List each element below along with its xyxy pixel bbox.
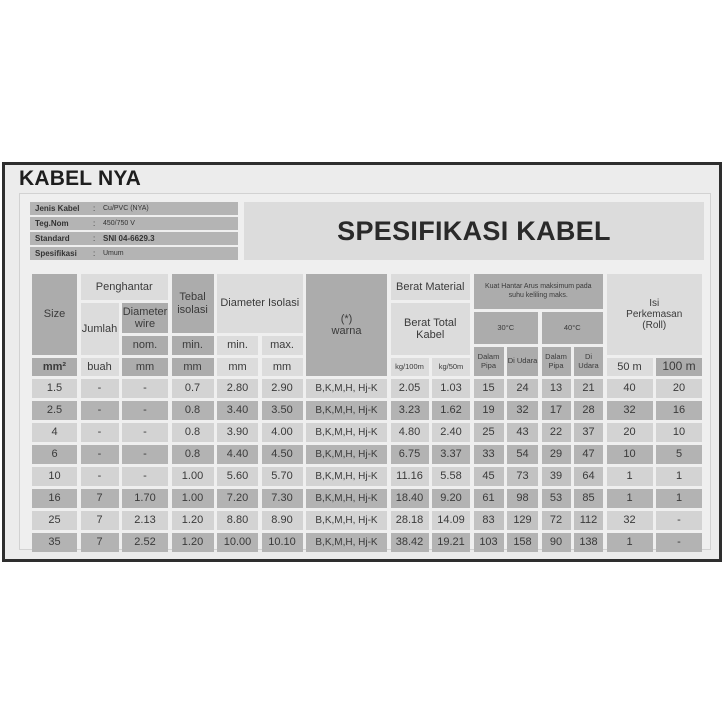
cell-30c-dalam-pipa: 19 <box>474 401 504 420</box>
header-di-min: min. <box>217 336 258 355</box>
cell-jumlah: 7 <box>81 511 119 530</box>
cell-berat-kg50: 5.58 <box>432 467 470 486</box>
cell-berat-kg100: 2.05 <box>391 379 429 398</box>
header-40c: 40°C <box>542 312 604 344</box>
cell-roll-100m: 10 <box>656 423 702 442</box>
cell-berat-kg50: 2.40 <box>432 423 470 442</box>
header-30c-di-udara: Di Udara <box>507 347 538 376</box>
cell-30c-dalam-pipa: 33 <box>474 445 504 464</box>
cell-diameter-max: 5.70 <box>262 467 303 486</box>
cell-30c-di-udara: 158 <box>507 533 538 552</box>
cell-warna: B,K,M,H, Hj-K <box>306 423 387 442</box>
info-colon: : <box>93 203 96 213</box>
cell-30c-dalam-pipa: 103 <box>474 533 504 552</box>
unit-50m: 50 m <box>607 358 653 376</box>
cell-diameter-min: 3.90 <box>217 423 258 442</box>
cell-berat-kg100: 11.16 <box>391 467 429 486</box>
cell-diameter-wire: 2.52 <box>122 533 168 552</box>
header-40c-di-udara: Di Udara <box>574 347 603 376</box>
cell-jumlah: 7 <box>81 533 119 552</box>
cell-jumlah: - <box>81 445 119 464</box>
cell-tebal-isolasi: 0.8 <box>172 423 214 442</box>
cell-berat-kg100: 38.42 <box>391 533 429 552</box>
cell-berat-kg50: 1.03 <box>432 379 470 398</box>
cell-40c-di-udara: 21 <box>574 379 603 398</box>
cell-warna: B,K,M,H, Hj-K <box>306 467 387 486</box>
info-colon: : <box>93 233 96 243</box>
info-label: Jenis Kabel <box>35 203 80 213</box>
info-row-jenis-kabel <box>30 202 238 215</box>
cell-size: 35 <box>32 533 77 552</box>
cell-roll-100m: 20 <box>656 379 702 398</box>
cell-jumlah: - <box>81 379 119 398</box>
header-di-max: max. <box>262 336 303 355</box>
cell-30c-dalam-pipa: 25 <box>474 423 504 442</box>
brand-title: KABEL NYA <box>19 167 141 190</box>
cell-30c-dalam-pipa: 15 <box>474 379 504 398</box>
cell-diameter-wire: 2.13 <box>122 511 168 530</box>
cell-berat-kg50: 1.62 <box>432 401 470 420</box>
cell-berat-kg100: 28.18 <box>391 511 429 530</box>
info-row-standard <box>30 232 238 245</box>
cell-roll-50m: 10 <box>607 445 653 464</box>
info-value: SNI 04-6629.3 <box>103 233 155 243</box>
cell-tebal-isolasi: 0.7 <box>172 379 214 398</box>
header-30c-dalam-pipa: Dalam Pipa <box>474 347 504 376</box>
cell-40c-dalam-pipa: 72 <box>542 511 571 530</box>
cell-size: 25 <box>32 511 77 530</box>
unit-kg100: kg/100m <box>391 358 429 376</box>
cell-30c-dalam-pipa: 61 <box>474 489 504 508</box>
info-value: 450/750 V <box>103 219 135 227</box>
cell-warna: B,K,M,H, Hj-K <box>306 511 387 530</box>
cell-roll-100m: 5 <box>656 445 702 464</box>
header-diameter-wire: Diameter wire <box>122 303 168 333</box>
header-30c: 30°C <box>474 312 539 344</box>
cell-diameter-min: 4.40 <box>217 445 258 464</box>
cell-berat-kg50: 14.09 <box>432 511 470 530</box>
cell-40c-dalam-pipa: 90 <box>542 533 571 552</box>
info-label: Standard <box>35 233 70 243</box>
cell-roll-100m: 16 <box>656 401 702 420</box>
cell-40c-di-udara: 85 <box>574 489 603 508</box>
unit-di-min: mm <box>217 358 258 376</box>
header-berat-total: Berat Total Kabel <box>391 303 471 355</box>
cell-30c-di-udara: 98 <box>507 489 538 508</box>
cell-size: 1.5 <box>32 379 77 398</box>
cell-roll-50m: 20 <box>607 423 653 442</box>
cell-roll-100m: 1 <box>656 489 702 508</box>
cell-tebal-isolasi: 1.20 <box>172 533 214 552</box>
info-row-teg-nom <box>30 217 238 230</box>
header-tebal-min: min. <box>172 336 214 355</box>
cell-warna: B,K,M,H, Hj-K <box>306 379 387 398</box>
spec-title-box <box>244 202 704 260</box>
cell-tebal-isolasi: 0.8 <box>172 401 214 420</box>
cell-diameter-wire: - <box>122 379 168 398</box>
cell-berat-kg100: 18.40 <box>391 489 429 508</box>
cell-diameter-wire: - <box>122 467 168 486</box>
unit-diameter: mm <box>122 358 168 376</box>
cell-size: 2.5 <box>32 401 77 420</box>
cell-diameter-max: 4.50 <box>262 445 303 464</box>
header-isi-perkemasan: Isi Perkemasan (Roll) <box>607 274 703 355</box>
cell-berat-kg100: 4.80 <box>391 423 429 442</box>
cell-40c-di-udara: 64 <box>574 467 603 486</box>
info-block <box>30 202 238 262</box>
warna-label: warna <box>331 325 362 337</box>
cell-roll-50m: 1 <box>607 533 653 552</box>
cell-diameter-wire: - <box>122 423 168 442</box>
cell-jumlah: - <box>81 401 119 420</box>
unit-tebal: mm <box>172 358 214 376</box>
cell-30c-di-udara: 43 <box>507 423 538 442</box>
cell-tebal-isolasi: 0.8 <box>172 445 214 464</box>
cell-40c-dalam-pipa: 39 <box>542 467 571 486</box>
cell-diameter-min: 3.40 <box>217 401 258 420</box>
cell-40c-di-udara: 112 <box>574 511 603 530</box>
cell-berat-kg50: 19.21 <box>432 533 470 552</box>
header-jumlah: Jumlah <box>81 303 119 355</box>
warna-footnote-mark: (*) <box>340 312 353 325</box>
header-warna <box>306 274 387 376</box>
cell-30c-di-udara: 24 <box>507 379 538 398</box>
header-berat-material: Berat Material <box>391 274 471 300</box>
cell-roll-50m: 32 <box>607 511 653 530</box>
header-tebal-isolasi: Tebal isolasi <box>172 274 214 333</box>
cell-30c-di-udara: 54 <box>507 445 538 464</box>
info-value: Cu/PVC (NYA) <box>103 204 149 212</box>
unit-di-max: mm <box>262 358 303 376</box>
cell-diameter-max: 4.00 <box>262 423 303 442</box>
cell-roll-50m: 1 <box>607 489 653 508</box>
header-nom: nom. <box>122 336 168 355</box>
cell-size: 10 <box>32 467 77 486</box>
cell-warna: B,K,M,H, Hj-K <box>306 533 387 552</box>
cell-warna: B,K,M,H, Hj-K <box>306 445 387 464</box>
cell-warna: B,K,M,H, Hj-K <box>306 489 387 508</box>
cell-30c-dalam-pipa: 83 <box>474 511 504 530</box>
cell-berat-kg50: 3.37 <box>432 445 470 464</box>
cell-diameter-min: 5.60 <box>217 467 258 486</box>
spec-card <box>19 193 711 550</box>
cell-roll-100m: - <box>656 533 702 552</box>
cell-30c-dalam-pipa: 45 <box>474 467 504 486</box>
header-40c-dalam-pipa: Dalam Pipa <box>542 347 571 376</box>
cell-roll-100m: 1 <box>656 467 702 486</box>
cell-diameter-wire: 1.70 <box>122 489 168 508</box>
cell-diameter-max: 2.90 <box>262 379 303 398</box>
cell-diameter-max: 7.30 <box>262 489 303 508</box>
cell-diameter-max: 3.50 <box>262 401 303 420</box>
cell-diameter-wire: - <box>122 445 168 464</box>
cell-jumlah: - <box>81 467 119 486</box>
cell-diameter-min: 7.20 <box>217 489 258 508</box>
info-colon: : <box>93 218 96 228</box>
header-size: Size <box>32 274 77 355</box>
unit-100m: 100 m <box>656 358 702 376</box>
cell-40c-di-udara: 37 <box>574 423 603 442</box>
cell-40c-dalam-pipa: 17 <box>542 401 571 420</box>
cell-40c-dalam-pipa: 13 <box>542 379 571 398</box>
spec-sheet <box>2 162 722 562</box>
cell-30c-di-udara: 73 <box>507 467 538 486</box>
cell-berat-kg100: 3.23 <box>391 401 429 420</box>
cell-size: 4 <box>32 423 77 442</box>
cell-berat-kg100: 6.75 <box>391 445 429 464</box>
cell-30c-di-udara: 32 <box>507 401 538 420</box>
info-colon: : <box>93 248 96 258</box>
header-kuat-hantar: Kuat Hantar Arus maksimum pada suhu keliling maks. <box>474 274 604 309</box>
info-label: Teg.Nom <box>35 218 69 228</box>
cell-diameter-max: 10.10 <box>262 533 303 552</box>
cell-40c-dalam-pipa: 22 <box>542 423 571 442</box>
cell-diameter-min: 10.00 <box>217 533 258 552</box>
cell-diameter-wire: - <box>122 401 168 420</box>
spec-title: SPESIFIKASI KABEL <box>337 215 611 246</box>
cell-diameter-min: 2.80 <box>217 379 258 398</box>
info-label: Spesifikasi <box>35 248 77 258</box>
cell-size: 16 <box>32 489 77 508</box>
cell-berat-kg50: 9.20 <box>432 489 470 508</box>
spec-table <box>32 274 702 552</box>
cell-40c-di-udara: 47 <box>574 445 603 464</box>
cell-diameter-max: 8.90 <box>262 511 303 530</box>
cell-40c-di-udara: 28 <box>574 401 603 420</box>
cell-warna: B,K,M,H, Hj-K <box>306 401 387 420</box>
cell-40c-dalam-pipa: 53 <box>542 489 571 508</box>
header-diameter-isolasi: Diameter Isolasi <box>217 274 303 333</box>
cell-tebal-isolasi: 1.20 <box>172 511 214 530</box>
unit-size: mm² <box>32 358 77 376</box>
cell-size: 6 <box>32 445 77 464</box>
cell-30c-di-udara: 129 <box>507 511 538 530</box>
cell-tebal-isolasi: 1.00 <box>172 489 214 508</box>
info-value: Umum <box>103 249 124 257</box>
cell-roll-50m: 1 <box>607 467 653 486</box>
unit-kg50: kg/50m <box>432 358 470 376</box>
cell-40c-dalam-pipa: 29 <box>542 445 571 464</box>
cell-40c-di-udara: 138 <box>574 533 603 552</box>
cell-jumlah: - <box>81 423 119 442</box>
header-penghantar: Penghantar <box>81 274 169 300</box>
cell-tebal-isolasi: 1.00 <box>172 467 214 486</box>
cell-jumlah: 7 <box>81 489 119 508</box>
info-row-spesifikasi <box>30 247 238 260</box>
cell-roll-100m: - <box>656 511 702 530</box>
cell-diameter-min: 8.80 <box>217 511 258 530</box>
unit-jumlah: buah <box>81 358 119 376</box>
cell-roll-50m: 40 <box>607 379 653 398</box>
cell-roll-50m: 32 <box>607 401 653 420</box>
